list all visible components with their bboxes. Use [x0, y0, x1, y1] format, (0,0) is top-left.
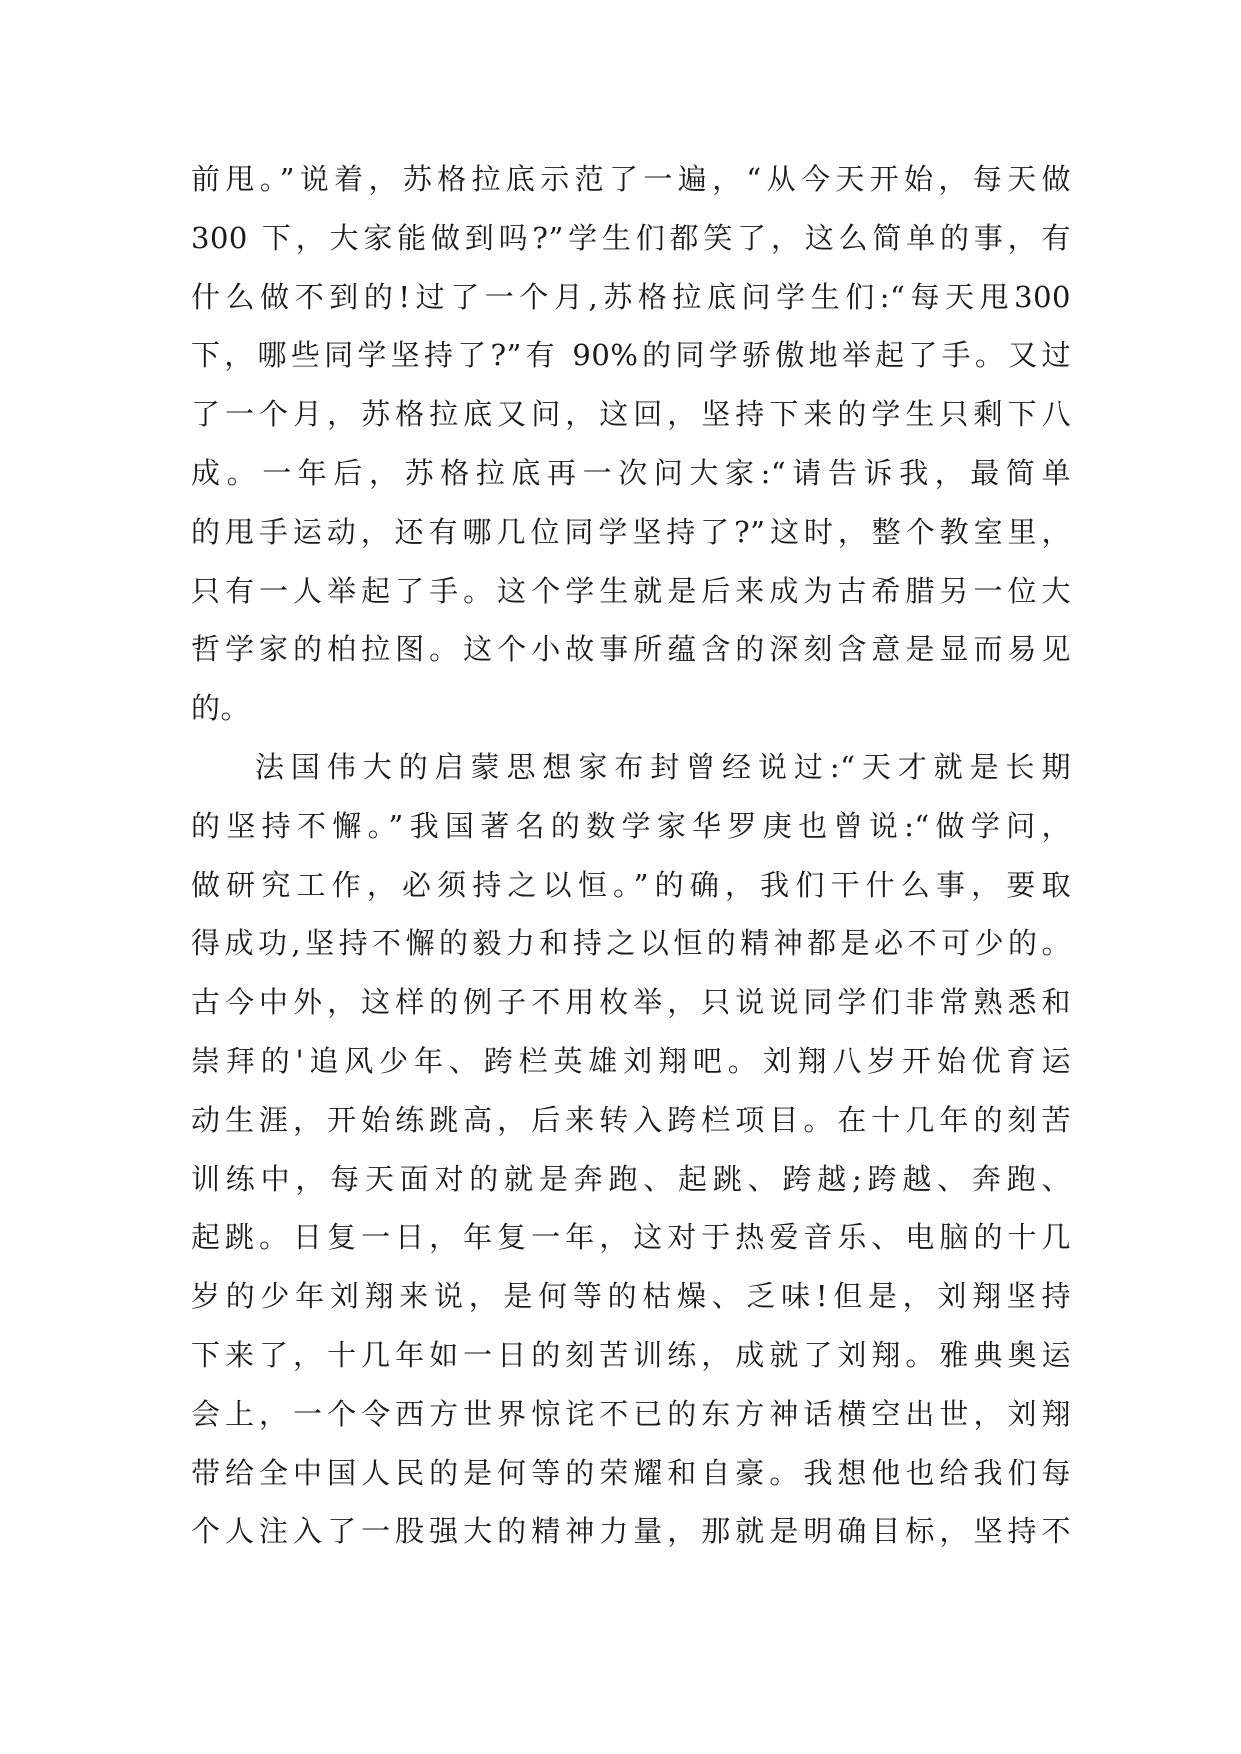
paragraph-2-line-12: 会上，一个令西方世界惊诧不已的东方神话横空出世，刘翔: [191, 1396, 1071, 1431]
document-body: [191, 150, 1071, 1561]
paragraph-1-line-1: 前甩。”说着，苏格拉底示范了一遍，“从今天开始，每天做: [191, 162, 1071, 196]
paragraph-2-line-13: 带给全中国人民的是何等的荣耀和自豪。我想他也给我们每: [191, 1455, 1071, 1490]
paragraph-2-line-14: 个人注入了一股强大的精神力量，那就是明确目标，坚持不: [191, 1514, 1071, 1549]
paragraph-1-line-5: 了一个月，苏格拉底又问，这回，坚持下来的学生只剩下八: [191, 397, 1071, 432]
paragraph-1-line-8: 只有一人举起了手。这个学生就是后来成为古希腊另一位大: [191, 573, 1071, 608]
paragraph-2-line-8: 训练中，每天面对的就是奔跑、起跳、跨越;跨越、奔跑、: [191, 1161, 1071, 1196]
paragraph-2-line-11: 下来了，十几年如一日的刻苦训练，成就了刘翔。雅典奥运: [191, 1337, 1071, 1372]
paragraph-2-line-3: 做研究工作，必须持之以恒。”的确，我们干什么事，要取: [191, 867, 1071, 902]
paragraph-1-line-7: 的甩手运动，还有哪几位同学坚持了?”这时，整个教室里，: [191, 514, 1071, 549]
paragraph-1-line-4: 下，哪些同学坚持了?”有 90%的同学骄傲地举起了手。又过: [191, 338, 1071, 373]
paragraph-2-line-1: 法国伟大的启蒙思想家布封曾经说过:“天才就是长期: [255, 749, 1071, 784]
paragraph-2-line-10: 岁的少年刘翔来说，是何等的枯燥、乏味!但是，刘翔坚持: [191, 1279, 1071, 1314]
paragraph-1-line-2: 300 下，大家能做到吗?”学生们都笑了，这么简单的事，有: [191, 220, 1071, 255]
paragraph-1-line-6: 成。一年后，苏格拉底再一次问大家:“请告诉我，最简单: [191, 455, 1071, 490]
paragraph-2-line-5: 古今中外，这样的例子不用枚举，只说说同学们非常熟悉和: [191, 985, 1071, 1020]
paragraph-2-line-4: 得成功,坚持不懈的毅力和持之以恒的精神都是必不可少的。: [191, 926, 1071, 961]
paragraph-1-line-10: 的。: [191, 691, 251, 726]
paragraph-1-line-3: 什么做不到的!过了一个月,苏格拉底问学生们:“每天甩300: [191, 279, 1071, 314]
paragraph-2-line-9: 起跳。日复一日，年复一年，这对于热爱音乐、电脑的十几: [191, 1220, 1071, 1255]
paragraph-2-line-6: 崇拜的'追风少年、跨栏英雄刘翔吧。刘翔八岁开始优育运: [191, 1043, 1071, 1078]
paragraph-2-line-2: 的坚持不懈。”我国著名的数学家华罗庚也曾说:“做学问，: [191, 808, 1071, 843]
paragraph-1-line-9: 哲学家的柏拉图。这个小故事所蕴含的深刻含意是显而易见: [191, 632, 1071, 667]
paragraph-2-line-7: 动生涯，开始练跳高，后来转入跨栏项目。在十几年的刻苦: [191, 1102, 1071, 1137]
